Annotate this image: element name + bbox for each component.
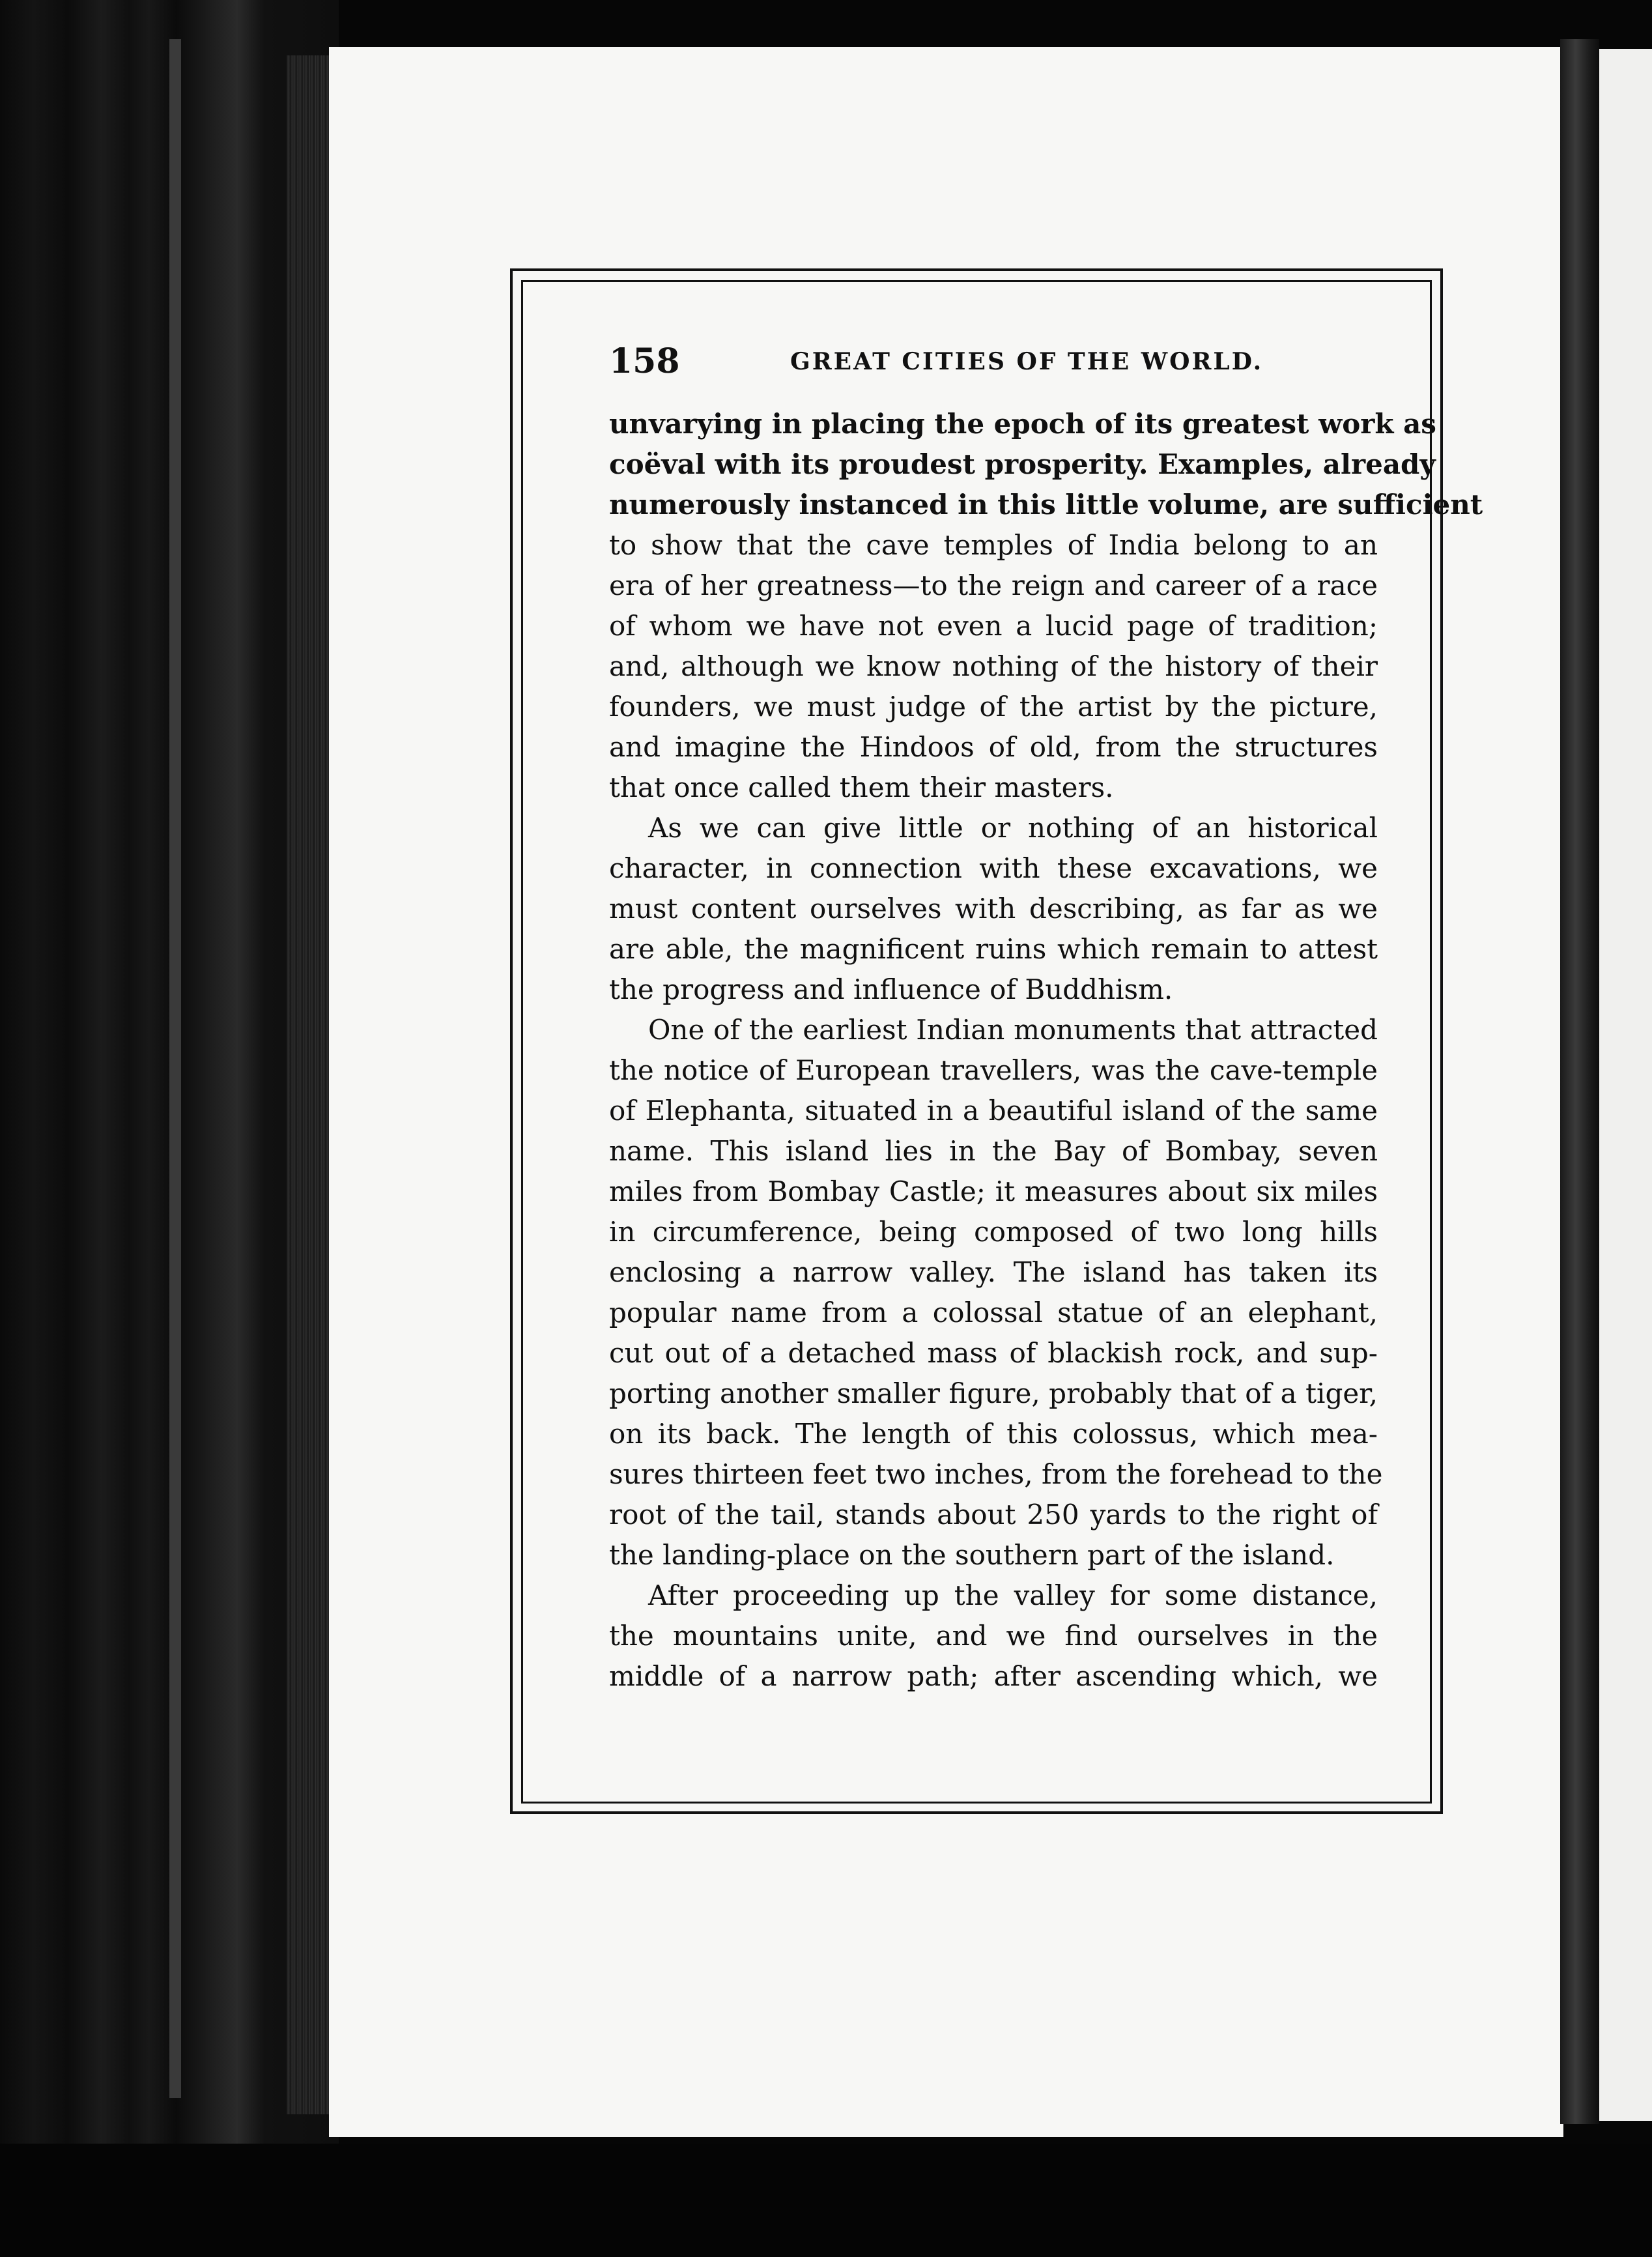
running-head xyxy=(609,339,1378,384)
text-line: to show that the cave temples of India belong to an xyxy=(609,529,1378,561)
text-line: and, although we know nothing of the history of their xyxy=(609,650,1378,682)
text-line: the mountains unite, and we find ourselves in the xyxy=(609,1620,1378,1652)
text-line: miles from Bombay Castle; it measures about six miles xyxy=(609,1175,1378,1207)
text-line: root of the tail, stands about 250 yards to the right of xyxy=(609,1499,1378,1531)
text-line: of whom we have not even a lucid page of tradition; xyxy=(609,610,1378,642)
text-line: name. This island lies in the Bay of Bombay, seven xyxy=(609,1135,1378,1167)
text-line: founders, we must judge of the artist by the picture, xyxy=(609,691,1378,723)
text-line: the notice of European travellers, was the cave-temple xyxy=(609,1054,1378,1086)
text-line: sures thirteen feet two inches, from the forehead to the xyxy=(609,1458,1383,1490)
text-line: era of her greatness—to the reign and career of a race xyxy=(609,569,1378,601)
text-line: of Elephanta, situated in a beautiful island of the same xyxy=(609,1095,1378,1127)
text-line: and imagine the Hindoos of old, from the structures xyxy=(609,731,1378,763)
text-line: that once called them their masters. xyxy=(609,771,1114,803)
text-line: As we can give little or nothing of an historical xyxy=(648,812,1378,844)
text-line: numerously instanced in this little volume, are sufficient xyxy=(609,489,1483,521)
text-line: in circumference, being composed of two long hills xyxy=(609,1216,1378,1248)
text-line: cut out of a detached mass of blackish rock, and sup- xyxy=(609,1337,1378,1369)
text-line: are able, the magnificent ruins which remain to attest xyxy=(609,933,1378,965)
text-line: One of the earliest Indian monuments that attracted xyxy=(648,1014,1378,1046)
text-line: must content ourselves with describing, as far as we xyxy=(609,893,1378,925)
text-line: the landing-place on the southern part of the island. xyxy=(609,1539,1335,1571)
text-line: unvarying in placing the epoch of its greatest work as xyxy=(609,408,1436,440)
text-line: popular name from a colossal statue of an elephant, xyxy=(609,1297,1378,1329)
page-number: 158 xyxy=(609,341,680,381)
text-line: character, in connection with these excavations, we xyxy=(609,852,1378,884)
scan-bottom-margin xyxy=(0,2144,1652,2257)
book-spine-strip xyxy=(169,39,181,2098)
book-gutter-right xyxy=(1560,39,1599,2124)
facing-page-edge xyxy=(1599,49,1652,2121)
text-line: middle of a narrow path; after ascending which, we xyxy=(609,1660,1378,1692)
body-text xyxy=(609,404,1483,1697)
text-line: After proceeding up the valley for some distance, xyxy=(648,1579,1378,1611)
text-line: coëval with its proudest prosperity. Examples, already xyxy=(609,448,1436,480)
text-line: enclosing a narrow valley. The island has taken its xyxy=(609,1256,1378,1288)
text-line: porting another smaller figure, probably that of a tiger, xyxy=(609,1377,1378,1409)
running-title: GREAT CITIES OF THE WORLD. xyxy=(790,348,1264,375)
page-stack-edge xyxy=(287,55,332,2114)
text-line: on its back. The length of this colossus, which mea- xyxy=(609,1418,1378,1450)
text-line: the progress and influence of Buddhism. xyxy=(609,973,1173,1005)
